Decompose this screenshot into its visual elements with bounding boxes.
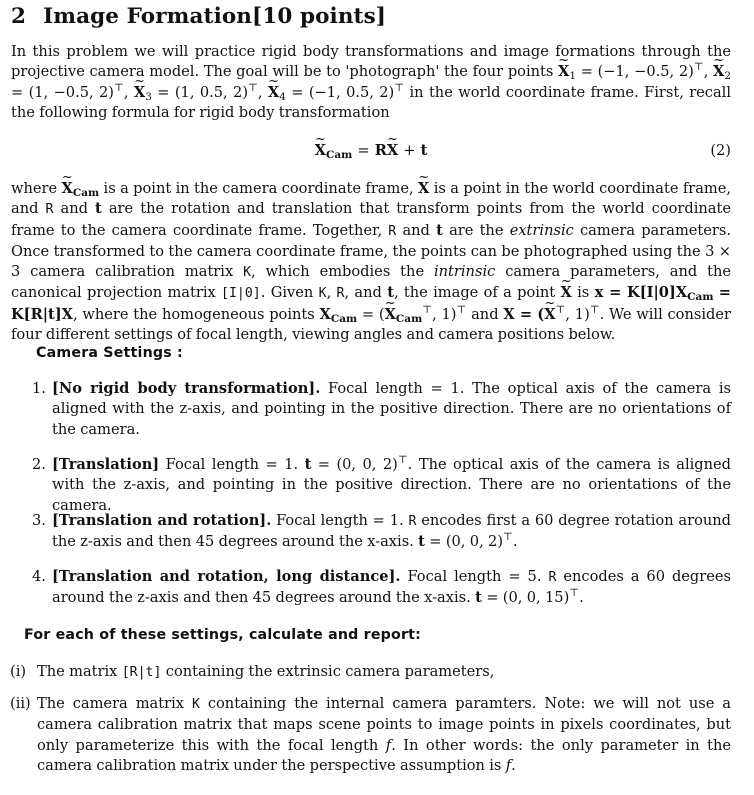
section-title: Image Formation[10 points] [43, 4, 387, 29]
intro-paragraph: In this problem we will practice rigid body transformations and image formations through the projective camera model. The goal will be to 'photograph' the four points ~ $X_1 = (-1$, −0.5, 2)⊤, ~ $X_2 = (1$, −0.5, 2)⊤, ~ $X_3 = (1$, 0.5, 2)⊤, ~ $X_4 = (-1$, 0.5, 2)⊤ in the world coordinate frame. First, recall the following formula for rigid body transformation [11, 42, 731, 123]
question-marker: (i) [10, 663, 27, 680]
section-number: 2 [11, 4, 27, 29]
list-marker: 2. [32, 456, 46, 473]
question-marker: (ii) [10, 695, 31, 712]
list-marker: 4. [32, 568, 46, 585]
rigid-body-equation: ~ $X_{Cam}$ = R~ X + t (2) [11, 141, 731, 163]
list-marker: 3. [32, 512, 46, 529]
section-heading [11, 4, 386, 30]
list-marker: 1. [32, 380, 46, 397]
point-4: ~ $X_4 = (-1$, 0.5, 2)⊤ [268, 84, 404, 101]
point-2: ~ $X_2 = (1$, −0.5, 2)⊤ [11, 63, 731, 100]
report-heading: For each of these settings, calculate and report: [24, 627, 422, 643]
problem-page: 2 Image Formation[10 points] In this problem we will practice rigid body transformations and image formations through the projective camera model. The goal will be to 'photograph' the four points ~ $X_1 = (-1$, −0.5, 2)⊤, ~ $X_2 = (1$, −0.5, 2)⊤, ~ $X_3 = (1$, 0.5, 2)⊤, ~ $X_4 = (-1$, 0.5, 2)⊤ in the world coordinate frame. First, recall the following formula for rigid body transformation ~ $X_{Cam}$ = R~ X + t (2) where ~ $X_{Cam}$ is a point in the camera coordinate frame, ~ X is a point in the world coordinate frame, and R and t are the rotation and translation that transform points from the world coordinate frame to the camera coordinate frame. Together, R and t are the extrinsic camera parameters. Once transformed to the camera coordinate frame, the points can be photographed using the 3 × 3 camera calibration matrix K, which embodies the intrinsic camera parameters, and the canonical projection matrix [I|0]. Given K, R, and t, the image of a point ~ X is $x = K[I|0]X_{Cam} = K[R|t]X$, where the homogeneous points $X_{Cam}$ = (~ $X_{Cam}^⊤$, 1)⊤ and X = (~ X⊤, 1)⊤. We will consider four different settings of focal length, viewing angles and camera positions below. Camera Settings : 1. [No rigid body transformation]. Focal length = 1. The optical axis of the camera is aligned with the z-axis, and pointing in the positive direction. There are no orientations of the camera. 2. [Translation] Focal length = 1. t = (0, 0, 2)⊤. The optical axis of the camera is aligned with the z-axis, and pointing in the positive direction. There are no orientations of the camera. 3. [Translation and rotation]. Focal length = 1. R encodes first a 60 degree rotation around the z-axis and then 45 degrees around the x-axis. t = (0, 0, 2)⊤. 4. [Translation and rotation, long distance]. Focal length = 5. R encodes a 60 degrees around the z-axis and then 45 degrees around the x-axis. t = (0, 0, 15)⊤. For each of these settings, calculate and report: (i) The matrix [R|t] containing the extrinsic camera parameters, (ii) The camera matrix K containing the internal camera paramters. Note: we will not use a camera calibration matrix that maps scene points to image points in pixels coordinates, but only parameterize this with the focal length f. In other words: the only parameter in the camera calibration matrix under the perspective assumption is f. [0, 0, 754, 795]
where-paragraph: where ~ $X_{Cam}$ is a point in the camera coordinate frame, ~ X is a point in the world coordinate frame, and R and t are the rotation and translation that transform points from the world coordinate frame to the camera coordinate frame. Together, R and t are the extrinsic camera parameters. Once transformed to the camera coordinate frame, the points can be photographed using the 3 × 3 camera calibration matrix K, which embodies the intrinsic camera parameters, and the canonical projection matrix [I|0]. Given K, R, and t, the image of a point ~ X is $x = K[I|0]X_{Cam} = K[R|t]X$, where the homogeneous points $X_{Cam}$ = (~ $X_{Cam}^⊤$, 1)⊤ and X = (~ X⊤, 1)⊤. We will consider four different settings of focal length, viewing angles and camera positions below. [11, 179, 731, 345]
point-1: ~ $X_1 = (-1$, −0.5, 2)⊤ [558, 63, 704, 80]
point-3: ~ $X_3 = (1$, 0.5, 2)⊤ [134, 84, 258, 101]
equation-number: (2) [710, 142, 731, 159]
camera-settings-heading: Camera Settings : [36, 345, 183, 361]
